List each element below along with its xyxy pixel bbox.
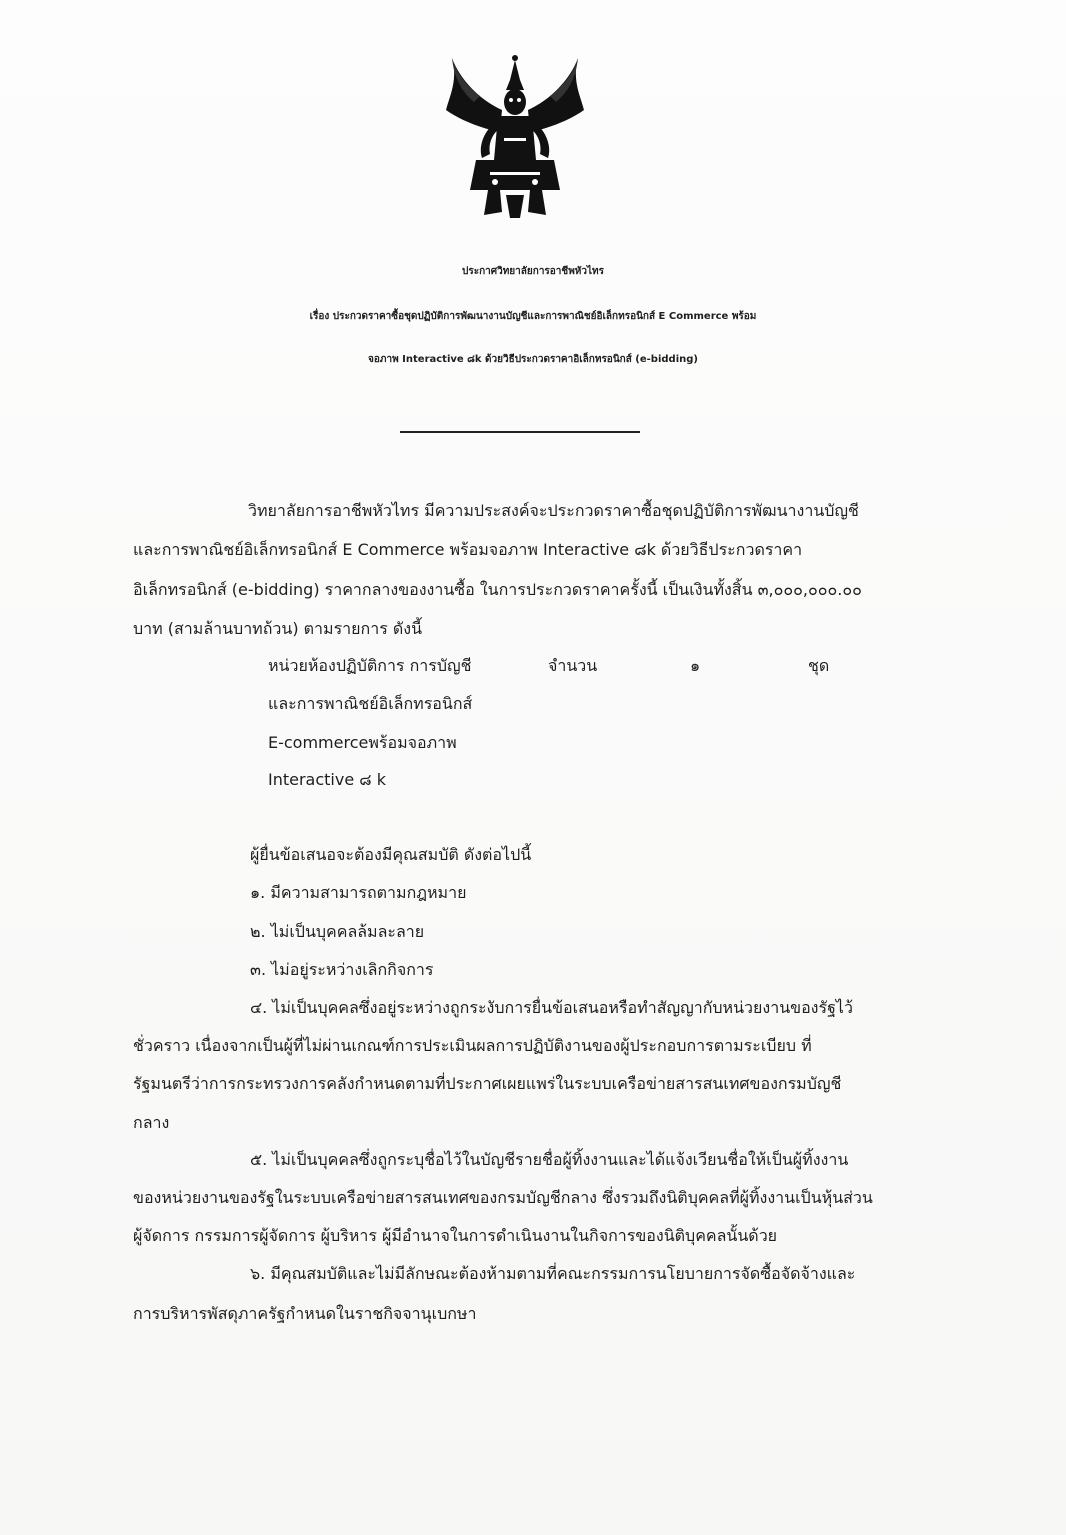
qualifications-heading: ผู้ยื่นข้อเสนอจะต้องมีคุณสมบัติ ดังต่อไปนี้ [250, 845, 532, 864]
qualification-6-line-1: ๖. มีคุณสมบัติและไม่มีลักษณะต้องห้ามตามที่คณะกรรมการนโยบายการจัดซื้อจัดจ้างและ [250, 1264, 856, 1283]
qualification-4-line-3: รัฐมนตรีว่าการกระทรวงการคลังกำหนดตามที่ประกาศเผยแพร่ในระบบเครือข่ายสารสนเทศของกรมบัญชี [133, 1074, 842, 1093]
intro-line-3: อิเล็กทรอนิกส์ (e-bidding) ราคากลางของงานซื้อ ในการประกวดราคาครั้งนี้ เป็นเงินทั้งสิ้น ๓,๐๐๐,๐๐๐.๐๐ [133, 580, 862, 599]
subject-line-1: เรื่อง ประกวดราคาซื้อชุดปฏิบัติการพัฒนางานบัญชีและการพาณิชย์อิเล็กทรอนิกส์ E Commerce พร้อม [309, 311, 757, 322]
garuda-emblem-icon [440, 50, 590, 220]
qualification-3: ๓. ไม่อยู่ระหว่างเลิกกิจการ [250, 960, 434, 979]
page-title: ประกาศวิทยาลัยการอาชีพหัวไทร [461, 266, 605, 277]
qualification-4-line-4: กลาง [133, 1113, 170, 1132]
qualification-5-line-3: ผู้จัดการ กรรมการผู้จัดการ ผู้บริหาร ผู้มีอำนาจในการดำเนินงานในกิจการของนิติบุคคลนั้นด้วย [133, 1226, 778, 1245]
qualification-4-line-2: ชั่วคราว เนื่องจากเป็นผู้ที่ไม่ผ่านเกณฑ์การประเมินผลการปฏิบัติงานของผู้ประกอบการตามระเบียบ ที่ [133, 1036, 812, 1055]
item-name-line-3: E-commerceพร้อมจอภาพ [268, 733, 457, 752]
qualification-6-line-2: การบริหารพัสดุภาครัฐกำหนดในราชกิจจานุเบกษา [133, 1304, 477, 1323]
item-qty: ๑ [690, 656, 701, 675]
qualification-5-line-2: ของหน่วยงานของรัฐในระบบเครือข่ายสารสนเทศของกรมบัญชีกลาง ซึ่งรวมถึงนิติบุคคลที่ผู้ทิ้งงานเป็นหุ้นส่วน [133, 1188, 873, 1207]
title-divider [400, 431, 640, 433]
intro-line-1: วิทยาลัยการอาชีพหัวไทร มีความประสงค์จะประกวดราคาซื้อชุดปฏิบัติการพัฒนางานบัญชี [248, 501, 859, 520]
item-name-line-4: Interactive ๘ k [268, 770, 386, 789]
subject-line-2: จอภาพ Interactive ๘k ด้วยวิธีประกวดราคาอิเล็กทรอนิกส์ (e-bidding) [368, 354, 698, 365]
intro-line-4: บาท (สามล้านบาทถ้วน) ตามรายการ ดังนี้ [133, 619, 423, 638]
qualification-1: ๑. มีความสามารถตามกฎหมาย [250, 883, 467, 902]
qualification-5-line-1: ๕. ไม่เป็นบุคคลซึ่งถูกระบุชื่อไว้ในบัญชีรายชื่อผู้ทิ้งงานและได้แจ้งเวียนชื่อให้เป็นผู้ทิ้งงาน [250, 1150, 849, 1169]
qualification-4-line-1: ๔. ไม่เป็นบุคคลซึ่งอยู่ระหว่างถูกระงับการยื่นข้อเสนอหรือทำสัญญากับหน่วยงานของรัฐไว้ [250, 998, 853, 1017]
intro-line-2: และการพาณิชย์อิเล็กทรอนิกส์ E Commerce พร้อมจอภาพ Interactive ๘k ด้วยวิธีประกวดราคา [133, 540, 803, 559]
qualification-2: ๒. ไม่เป็นบุคคลล้มละลาย [250, 922, 425, 941]
item-qty-label: จำนวน [548, 656, 598, 675]
item-name-line-1: หน่วยห้องปฏิบัติการ การบัญชี [268, 656, 472, 675]
item-unit: ชุด [808, 656, 830, 675]
item-name-line-2: และการพาณิชย์อิเล็กทรอนิกส์ [268, 694, 473, 713]
